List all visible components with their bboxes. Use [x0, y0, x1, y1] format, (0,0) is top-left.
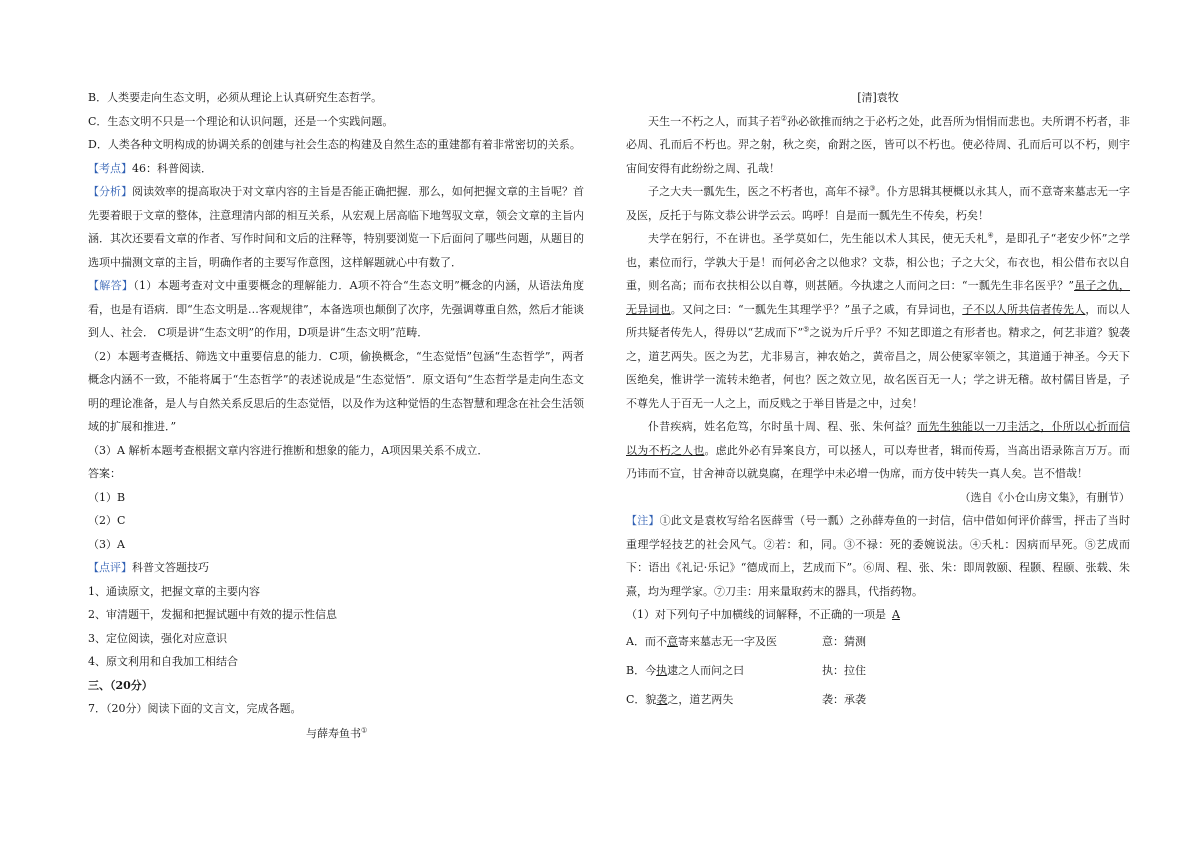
kaodian-text: 46：科普阅读． — [132, 161, 212, 175]
p2-text-a: 子之大夫一瓢先生，医之不朽者也，高年不禄 — [648, 185, 870, 198]
essay-title — [88, 721, 584, 747]
choice-c-pre: C．貌 — [626, 692, 657, 706]
question-1 — [626, 603, 1130, 627]
answer-label: 答案： — [88, 467, 121, 480]
dianping — [88, 556, 584, 580]
choice-c-word: 袭 — [656, 692, 668, 706]
underlined-sentence-3: 而先生独能以一刀圭活之，仆所以心折而信以为不朽之人也 — [626, 420, 1131, 457]
notes — [626, 509, 1130, 603]
choice-b — [626, 656, 1130, 685]
question-1-text: （1）对下列句子中加横线的词解释，不正确的一项是 — [626, 608, 886, 621]
essay-paragraph-3 — [626, 227, 1130, 415]
note-2-mark: ② — [780, 113, 788, 122]
fenxi — [88, 180, 584, 274]
kaodian — [88, 157, 584, 181]
tip-1: 1、通读原文，把握文章的主要内容 — [88, 584, 260, 598]
choice-c — [626, 685, 1130, 714]
choice-a-meaning: 意：猜测 — [822, 634, 866, 648]
choice-c-post: 之，道艺两失 — [667, 692, 734, 706]
jieda-2: （2）本题考查概括、筛选文中重要信息的能力．C项，偷换概念，“生态觉悟”包涵“生态哲学”，两者概念内涵不一致，不能将属于“生态哲学”的表述说成是“生态觉悟”．原文语句“生态哲学是走向生态文明的理论准备，是人与自然关系反思后的生态觉悟，以及作为这种觉悟的生态智慧和理念在社会生活领域的扩展和推进．” — [88, 349, 584, 433]
question-7: 7．（20分）阅读下面的文言文，完成各题。 — [88, 702, 302, 715]
choice-b-word: 执 — [656, 663, 668, 677]
essay-paragraph-4 — [626, 415, 1130, 486]
p1-text-a: 天生一不朽之人，而其子若 — [648, 114, 781, 128]
fenxi-tag: 【分析】 — [88, 185, 133, 198]
p4-text-b: 。虑此外必有异案良方，可以拯人，可以寿世者，辑而传焉，当高出语录陈言万万。而乃讳而不宣，甘舍神奇以就臭腐，在理学中未必增一伪席，而方伎中转失一真人矣。岂不惜哉！ — [626, 443, 1131, 480]
option-d: D．人类各种文明构成的协调关系的创建与社会生态的构建及自然生态的重建都有着非常密切的关系。 — [88, 138, 581, 151]
kaodian-tag: 【考点】 — [88, 161, 132, 175]
essay-title-note: ① — [361, 725, 368, 734]
note-4-mark: ④ — [987, 231, 994, 240]
choice-a-post: 寄来墓志无一字及医 — [677, 634, 777, 648]
section-3-heading: 三、（20分） — [88, 678, 153, 692]
question-1-answer: A — [892, 608, 900, 621]
answer-1: （1）B — [88, 490, 126, 504]
p3-text-d: ，而以人所共疑者传先人，得毋以“艺成而下” — [626, 302, 1131, 339]
choice-a — [626, 627, 1130, 656]
essay-paragraph-1 — [626, 110, 1130, 181]
choice-a-sentence — [626, 627, 822, 656]
left-column — [88, 86, 584, 747]
essay-paragraph-2 — [626, 180, 1130, 227]
tip-2: 2、审清题干，发掘和把握试题中有效的提示性信息 — [88, 608, 337, 621]
p3-text-e: 之说为斤斤乎？不知艺即道之有形者也。精求之，何艺非道？貌袭之，道艺两失。医之为艺，尤非易言，神农始之，黄帝昌之，周公使冢宰领之，其道通于神圣。今天下医绝矣，惟讲学一流转未绝者，何也？医之效立见，故名医百无一人；学之讲无稽。故村儒目皆是，子不尊先人于百无一人之上，而反贱之于举目皆是之中，过矣！ — [626, 326, 1131, 410]
choice-c-sentence — [626, 685, 822, 714]
underlined-sentence-2: 子不以人所共信者传先人 — [962, 302, 1086, 316]
option-c: C．生态文明不只是一个理论和认识问题，还是一个实践问题。 — [88, 114, 394, 128]
dianping-tag: 【点评】 — [88, 561, 132, 574]
note-5-mark: ⑤ — [803, 325, 810, 334]
notes-tag: 【注】 — [626, 514, 660, 527]
dianping-text: 科普文答题技巧 — [132, 561, 209, 574]
underlined-sentence-1: 虽子之仇，无异词也 — [626, 279, 1131, 316]
p3-text-c: 。又问之曰：“一瓢先生其理学乎？”虽子之戚，有异词也， — [670, 302, 963, 316]
p3-text-a: 夫学在躬行，不在讲也。圣学莫如仁，先生能以术人其民，使无夭札 — [648, 232, 988, 245]
p3-text-b: ，是即孔子“老安少怀”之学也，素位而行，学孰大于是！而何必舍之以他求？文恭，相公也；子之大父，布衣也，相公借布衣以自重，则名高；而布衣扶相公以自尊，则甚陋。今执逮之人而问之曰：“一瓢先生非名医乎？” — [626, 232, 1131, 292]
choice-b-post: 逮之人而问之曰 — [667, 663, 745, 677]
choice-b-sentence — [626, 656, 822, 685]
essay-source: （选自《小仓山房文集》，有删节） — [959, 490, 1130, 504]
choice-a-pre: A．而不 — [626, 634, 667, 648]
notes-text: ①此文是袁枚写给名医薛雪（号一瓢）之孙薛寿鱼的一封信，信中借如何评价薛雪，抨击了当时重理学轻技艺的社会风气。②若：和，同。③不禄：死的委婉说法。④夭札：因病而早死。⑤艺成而下：语出《礼记·乐记》“德成而上，艺成而下”。⑥周、程、张、朱：即周敦颐、程颢、程颐、张载、朱熹，均为理学家。⑦刀圭：用来量取药末的器具，代指药物。 — [626, 514, 1131, 598]
note-3-mark: ③ — [869, 184, 876, 193]
p4-text-a: 仆昔疾病，姓名危笃，尔时虽十周、程、张、朱何益？ — [648, 420, 918, 433]
option-b: B．人类要走向生态文明，必须从理论上认真研究生态哲学。 — [88, 91, 383, 104]
choice-b-meaning: 执：拉住 — [822, 663, 866, 677]
jieda-1 — [88, 274, 584, 345]
tip-4: 4、原文利用和自我加工相结合 — [88, 655, 238, 668]
jieda-tag: 【解答】 — [88, 279, 134, 292]
answer-3: （3）A — [88, 537, 125, 551]
choice-b-pre: B．今 — [626, 663, 657, 677]
choice-a-word: 意 — [666, 634, 678, 648]
jieda-3: （3）A 解析本题考查根据文章内容进行推断和想象的能力，A项因果关系不成立． — [88, 443, 489, 457]
fenxi-text: 阅读效率的提高取决于对文章内容的主旨是否能正确把握．那么，如何把握文章的主旨呢？首先要着眼于文章的整体，注意理清内部的相互关系，从宏观上居高临下地驾驭文章，领会文章的主旨内涵．其次还要看文章的作者、写作时间和文后的注释等，特别要浏览一下后面问了哪些问题，从题目的选项中揣测文章的主旨，明确作者的主要写作意图，这样解题就心中有数了． — [88, 185, 584, 269]
right-column — [626, 86, 1130, 714]
essay-author: [清]袁牧 — [857, 91, 899, 104]
jieda-1-text: （1）本题考查对文中重要概念的理解能力．A项不符合“生态文明”概念的内涵，从语法角度看，也是有语病．即“生态文明是…客观规律”，本备选项也颠倒了次序，先强调尊重自然，然后才能谈到人、社会． C项是讲“生态文明”的作用，D项是讲“生态文明”范畴． — [88, 279, 585, 339]
p2-text-b: 。仆方思辑其梗概以永其人，而不意寄来墓志无一字及医，反托于与陈文恭公讲学云云。呜呼！自是而一瓢先生不传矣，朽矣！ — [626, 185, 1130, 222]
answer-2: （2）C — [88, 514, 126, 527]
choice-c-meaning: 袭：承袭 — [822, 692, 866, 706]
tip-3: 3、定位阅读，强化对应意识 — [88, 631, 227, 645]
essay-title-text: 与薛寿鱼书 — [306, 726, 361, 740]
p1-text-b: 孙必欲推而纳之于必朽之处，此吾所为悁悁而悲也。夫所谓不朽者，非必周、孔而后不朽也。羿之射，秋之奕，俞跗之医，皆可以不朽也。使必待周、孔而后可以不朽，则宇宙间安得有此纷纷之周、孔哉！ — [626, 114, 1131, 175]
